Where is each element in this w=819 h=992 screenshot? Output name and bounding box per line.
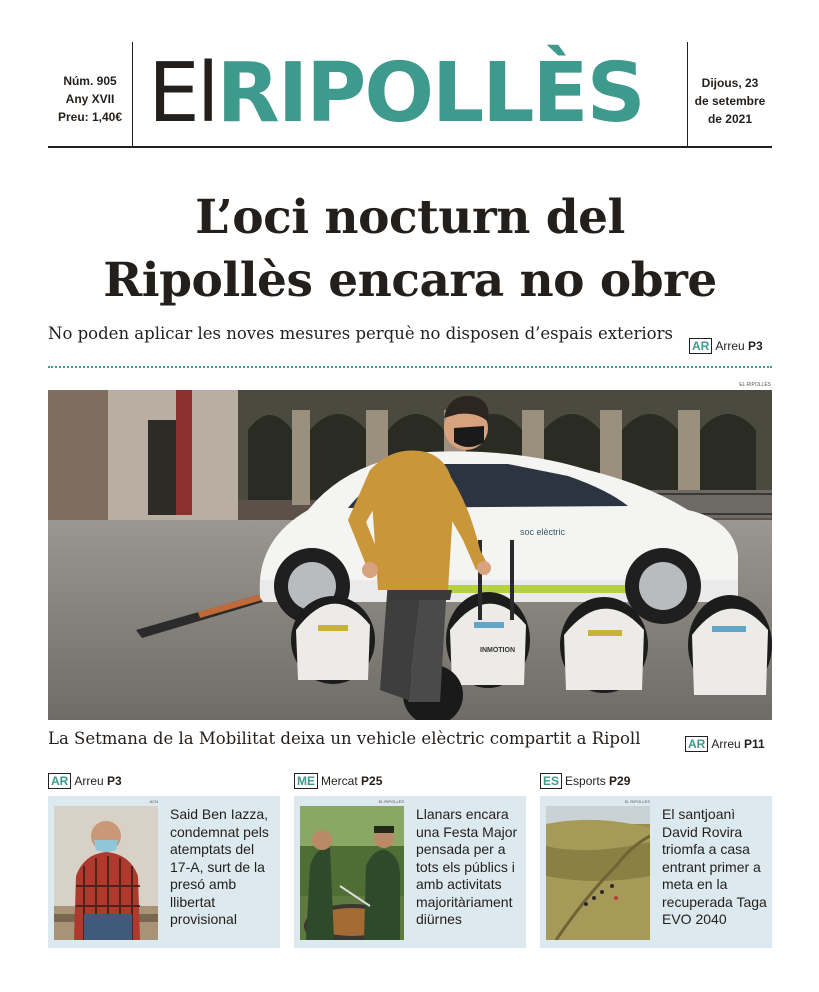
section-name: Arreu	[74, 774, 104, 788]
card-1-page-ref[interactable]	[48, 772, 122, 790]
card-3-page-ref[interactable]	[540, 772, 630, 790]
page-number: P3	[107, 774, 122, 788]
date-line-1: Dijous, 23	[701, 76, 759, 90]
page-number: P29	[609, 774, 631, 788]
logo-el: El	[148, 46, 217, 141]
section-tag: ES	[540, 773, 562, 789]
thumb-credit: ACN	[149, 799, 158, 804]
card-3-photo	[546, 806, 650, 940]
section-name: Esports	[565, 774, 606, 788]
issue-info	[48, 42, 133, 146]
section-name: Arreu	[715, 339, 745, 353]
suitcase-brand: INMOTION	[480, 647, 515, 654]
card-1-photo	[54, 806, 158, 940]
news-card-3[interactable]	[540, 796, 772, 948]
masthead	[48, 42, 772, 148]
main-photo[interactable]	[48, 390, 772, 720]
card-1-text: Said Ben Iazza, condemnat pels atemptats del 17-A, surt de la presó amb llibertat provisional	[170, 806, 269, 927]
lead-subhead: No poden aplicar les noves mesures perquè no disposen d’espais exteriors	[48, 324, 673, 343]
photo-caption: La Setmana de la Mobilitat deixa un vehicle elèctric compartit a Ripoll	[48, 729, 641, 748]
lead-page-ref[interactable]	[689, 337, 763, 355]
issue-price: Preu: 1,40€	[57, 110, 123, 124]
issue-number: Núm. 905	[63, 74, 117, 88]
section-tag: AR	[689, 338, 712, 354]
page-number: P11	[744, 737, 765, 751]
issue-date	[687, 42, 772, 146]
section-tag: ME	[294, 773, 318, 789]
photo-page-ref[interactable]	[685, 735, 765, 753]
card-3-text: El santjoanì David Rovira triomfa a casa entrant primer a meta en la recuperada Taga EVO 2040	[662, 806, 767, 927]
section-name: Mercat	[321, 774, 358, 788]
news-card-1[interactable]	[48, 796, 280, 948]
headline-line-2: Ripollès encara no obre	[103, 253, 717, 308]
section-tag: AR	[685, 736, 708, 752]
thumb-credit: EL RIPOLLÈS	[624, 799, 650, 804]
date-line-2: de setembre	[694, 94, 766, 108]
logo-name: RIPOLLÈS	[216, 46, 644, 141]
card-2-page-ref[interactable]	[294, 772, 382, 790]
card-2-photo	[300, 806, 404, 940]
issue-year: Any XVII	[65, 92, 115, 106]
section-name: Arreu	[711, 737, 741, 751]
section-tag: AR	[48, 773, 71, 789]
photo-credit: EL RIPOLLÈS	[739, 382, 771, 388]
car-decal-text: soc elèctric	[520, 527, 566, 537]
page-number: P25	[361, 774, 383, 788]
card-2-text: Llanars encara una Festa Major pensada per a tots els públics i amb activitats majoritàriament diürnes	[416, 806, 518, 927]
page-number: P3	[748, 339, 763, 353]
dotted-divider	[48, 366, 772, 368]
thumb-credit: EL RIPOLLÈS	[378, 799, 404, 804]
date-line-3: de 2021	[707, 112, 753, 126]
news-card-2[interactable]	[294, 796, 526, 948]
newspaper-logo[interactable]	[148, 48, 678, 140]
lead-headline[interactable]	[30, 186, 790, 312]
headline-line-1: L’oci nocturn del	[195, 190, 625, 245]
